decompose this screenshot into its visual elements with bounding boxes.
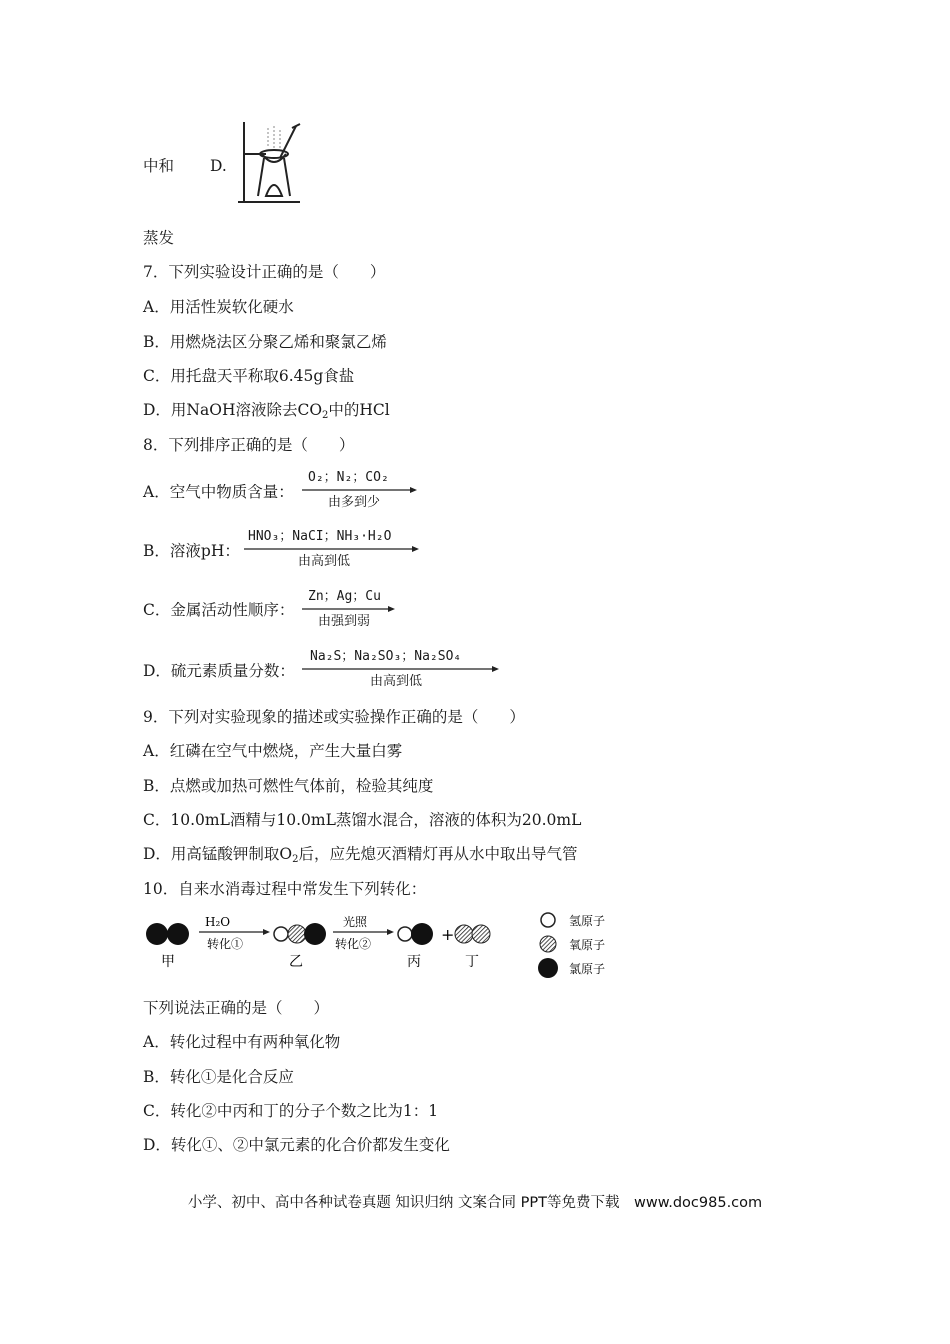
q8-c-top: Zn；Ag；Cu <box>308 589 381 604</box>
q9-option-d <box>143 844 578 870</box>
chlorine-atom <box>167 923 189 945</box>
q8-option-b: B．溶液pH： <box>143 542 240 560</box>
chlorine-atom <box>146 923 168 945</box>
chlorine-atom <box>411 923 433 945</box>
q8-b-top: HNO₃；NaCI；NH₃·H₂O <box>248 529 392 544</box>
q8-a-top: O₂；N₂；CO₂ <box>308 470 389 485</box>
light-label: 光照 <box>343 915 368 929</box>
q8-a-bottom: 由多到少 <box>328 495 381 510</box>
q8-a-arrow-box <box>302 466 418 512</box>
q7-stem: 7．下列实验设计正确的是（ ） <box>143 263 386 281</box>
label-jia: 甲 <box>161 954 175 970</box>
label-bing: 丙 <box>407 954 421 970</box>
q9-option-a: A．红磷在空气中燃烧，产生大量白雾 <box>143 742 403 760</box>
q10-option-b: B．转化①是化合反应 <box>143 1068 294 1086</box>
legend-oxygen: 氧原子 <box>569 938 606 952</box>
plus-sign: + <box>441 925 455 944</box>
q8-stem: 8．下列排序正确的是（ ） <box>143 436 355 454</box>
q8-b-bottom: 由高到低 <box>298 554 351 569</box>
oxygen-atom <box>455 925 473 943</box>
q7-option-c: C．用托盘天平称取6.45g食盐 <box>143 367 355 385</box>
q9-option-c: C．10.0mL酒精与10.0mL蒸馏水混合，溶液的体积为20.0mL <box>143 811 582 829</box>
q7-option-d <box>143 400 390 426</box>
hydrogen-atom <box>274 927 288 941</box>
neutralization-label: 中和 <box>143 157 175 175</box>
evaporation-caption: 蒸发 <box>143 229 175 247</box>
q8-d-arrow-box <box>302 645 500 691</box>
q10-option-d: D．转化①、②中氯元素的化合价都发生变化 <box>143 1136 450 1154</box>
q7-option-b: B．用燃烧法区分聚乙烯和聚氯乙烯 <box>143 333 387 351</box>
q8-option-a: A．空气中物质含量： <box>143 483 294 501</box>
option-d-label: D. <box>210 157 227 175</box>
q7-d-text-end: 中的HCl <box>328 401 390 419</box>
q7-d-subscript: 2 <box>322 410 329 421</box>
step1-label: 转化① <box>207 937 244 951</box>
step2-label: 转化② <box>335 937 372 951</box>
legend-chlorine-icon <box>538 958 558 978</box>
q8-b-arrow-box <box>244 525 420 571</box>
chlorine-atom <box>304 923 326 945</box>
q9-d-text: D．用高锰酸钾制取O <box>143 845 293 863</box>
evaporation-apparatus-image <box>236 118 306 206</box>
q8-option-c: C．金属活动性顺序： <box>143 601 295 619</box>
q9-stem: 9．下列对实验现象的描述或实验操作正确的是（ ） <box>143 708 525 726</box>
legend-hydrogen: 氢原子 <box>569 914 606 928</box>
q9-d-text-end: 后，应先熄灭酒精灯再从水中取出导气管 <box>298 845 578 863</box>
q8-d-top: Na₂S；Na₂SO₃；Na₂SO₄ <box>310 649 462 664</box>
legend-oxygen-icon <box>540 936 556 952</box>
molecule-reaction-diagram <box>143 908 623 980</box>
oxygen-atom <box>472 925 490 943</box>
q7-d-text: D．用NaOH溶液除去CO <box>143 401 323 419</box>
q8-d-bottom: 由高到低 <box>370 674 423 689</box>
legend-chlorine: 氯原子 <box>569 962 606 976</box>
page-footer: 小学、初中、高中各种试卷真题 知识归纳 文案合同 PPT等免费下载 www.doc985.com <box>187 1195 763 1211</box>
label-yi: 乙 <box>289 954 303 970</box>
q9-option-b: B．点燃或加热可燃性气体前，检验其纯度 <box>143 777 434 795</box>
q10-option-a: A．转化过程中有两种氧化物 <box>143 1033 341 1051</box>
oxygen-atom <box>288 925 306 943</box>
legend-hydrogen-icon <box>541 913 555 927</box>
q10-stem: 10．自来水消毒过程中常发生下列转化： <box>143 880 427 898</box>
q9-d-subscript: 2 <box>292 854 299 865</box>
q8-c-arrow-box <box>302 585 396 631</box>
q8-option-d: D．硫元素质量分数： <box>143 662 295 680</box>
q7-option-a: A．用活性炭软化硬水 <box>143 298 294 316</box>
label-ding: 丁 <box>465 954 479 970</box>
q10-prompt: 下列说法正确的是（ ） <box>143 999 330 1017</box>
q8-c-bottom: 由强到弱 <box>318 614 371 629</box>
hydrogen-atom <box>398 927 412 941</box>
option-c-tail <box>143 156 174 176</box>
reagent-h2o: H₂O <box>205 915 231 929</box>
q10-option-c: C．转化②中丙和丁的分子个数之比为1：1 <box>143 1102 439 1120</box>
